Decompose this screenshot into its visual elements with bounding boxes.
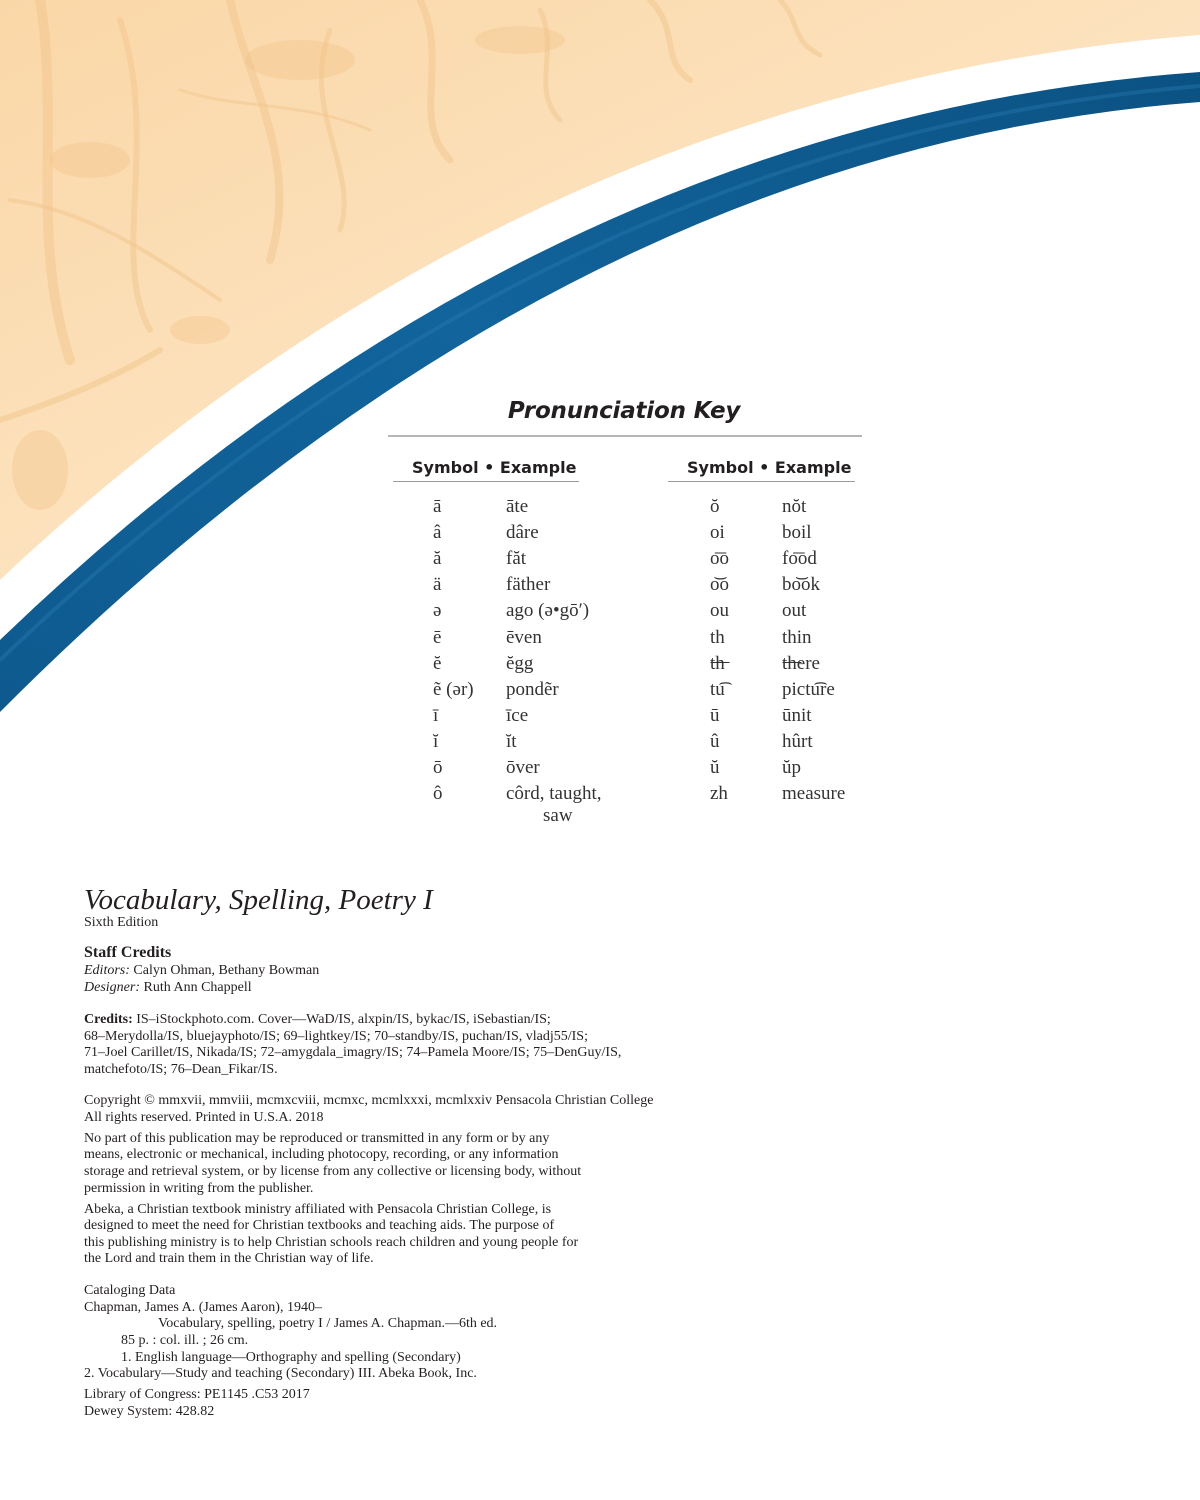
- notice-line-4: permission in writing from the publisher.: [84, 1181, 314, 1196]
- cataloging-title: Vocabulary, spelling, poetry I / James A. Chapman.—6th ed.: [158, 1316, 498, 1331]
- left-column-header: Symbol • Example: [412, 458, 577, 477]
- key-symbol: â: [433, 522, 442, 544]
- designer-name: Ruth Ann Chappell: [143, 980, 252, 995]
- notice-line-1: No part of this publication may be reproduced or transmitted in any form or by any: [84, 1131, 550, 1146]
- key-symbol: t̶h̶: [710, 652, 725, 674]
- library-of-congress: Library of Congress: PE1145 .C53 2017: [84, 1387, 310, 1402]
- designer-line: [84, 980, 252, 997]
- key-example: fo͞od: [782, 548, 817, 570]
- cataloging-physical: 85 p. : col. ill. ; 26 cm.: [121, 1333, 249, 1348]
- key-example: āte: [506, 496, 529, 517]
- about-line-4: the Lord and train them in the Christian way of life.: [84, 1251, 374, 1266]
- key-example: ĭt: [506, 730, 517, 752]
- key-symbol: ā: [433, 496, 442, 517]
- right-column-header: Symbol • Example: [687, 458, 852, 477]
- key-symbol: ū: [710, 704, 720, 726]
- key-symbol: ō: [433, 757, 443, 778]
- key-example: ŭp: [782, 757, 801, 778]
- editors-line: [84, 963, 319, 980]
- editors-names: Calyn Ohman, Bethany Bowman: [133, 963, 320, 978]
- photo-credits-line-1: [84, 1012, 551, 1029]
- key-symbol: zh: [710, 783, 728, 805]
- key-symbol: ă: [433, 548, 442, 570]
- photo-credits-text-1: IS–iStockphoto.com. Cover—WaD/IS, alxpin/IS, bykac/IS, iSebastian/IS;: [136, 1012, 551, 1027]
- dewey-system: Dewey System: 428.82: [84, 1404, 215, 1419]
- editors-label: Editors:: [84, 963, 130, 978]
- key-example: t̶h̶ere: [782, 652, 820, 674]
- pronunciation-key-divider: [388, 435, 862, 437]
- key-symbol: th: [710, 626, 725, 648]
- key-example: hûrt: [782, 730, 813, 752]
- notice-line-3: storage and retrieval system, or by license from any collective or licensing body, without: [84, 1164, 582, 1179]
- key-example: côrd, taught,: [506, 783, 602, 805]
- left-header-rule: [393, 481, 579, 482]
- key-example: fäther: [506, 574, 551, 596]
- key-symbol: ŏ: [710, 496, 720, 517]
- key-example: ūnit: [782, 704, 812, 726]
- photo-credits-line-3: 71–Joel Carillet/IS, Nikada/IS; 72–amygdala_imagry/IS; 74–Pamela Moore/IS; 75–DenGuy/IS,: [84, 1045, 622, 1060]
- key-example: pondẽr: [506, 678, 559, 700]
- key-symbol: ĕ: [433, 652, 442, 674]
- key-symbol: oi: [710, 522, 725, 544]
- key-symbol: o͞o: [710, 548, 729, 570]
- key-symbol: ə: [433, 600, 442, 622]
- right-header-rule: [668, 481, 855, 482]
- key-example: dâre: [506, 522, 539, 544]
- key-example-continued: saw: [543, 805, 573, 827]
- key-symbol: ou: [710, 600, 729, 622]
- key-example: nŏt: [782, 496, 807, 517]
- copyright-line-2: All rights reserved. Printed in U.S.A. 2018: [84, 1110, 324, 1125]
- copyright-line-1: Copyright © mmxvii, mmviii, mcmxcviii, mcmxc, mcmlxxxi, mcmlxxiv Pensacola Christian College: [84, 1093, 654, 1108]
- key-symbol: ī: [433, 704, 439, 726]
- key-example: out: [782, 600, 807, 622]
- about-line-1: Abeka, a Christian textbook ministry affiliated with Pensacola Christian College, is: [84, 1202, 552, 1217]
- key-example: bo͝ok: [782, 574, 820, 596]
- key-example: boil: [782, 522, 812, 544]
- key-symbol: ẽ (ər): [433, 678, 474, 700]
- pronunciation-key-title: Pronunciation Key: [507, 398, 741, 424]
- photo-credits-line-4: matchefoto/IS; 76–Dean_Fikar/IS.: [84, 1062, 278, 1077]
- key-example: ago (ə•gō′): [506, 600, 590, 622]
- about-line-3: this publishing ministry is to help Christian schools reach children and young people for: [84, 1235, 579, 1250]
- key-example: īce: [506, 704, 529, 726]
- key-symbol: ô: [433, 783, 443, 805]
- cataloging-subject-2: 2. Vocabulary—Study and teaching (Secondary) III. Abeka Book, Inc.: [84, 1366, 477, 1381]
- key-symbol: ĭ: [433, 730, 439, 752]
- about-line-2: designed to meet the need for Christian textbooks and teaching aids. The purpose of: [84, 1218, 555, 1233]
- photo-credits-line-2: 68–Merydolla/IS, bluejayphoto/IS; 69–lightkey/IS; 70–standby/IS, puchan/IS, vladj55/IS;: [84, 1029, 588, 1044]
- staff-credits-heading: Staff Credits: [84, 944, 172, 961]
- key-symbol: tu͡: [710, 678, 725, 700]
- cataloging-author: Chapman, James A. (James Aaron), 1940–: [84, 1300, 322, 1315]
- cataloging-subject-1: 1. English language—Orthography and spelling (Secondary): [121, 1350, 461, 1365]
- book-title: Vocabulary, Spelling, Poetry I: [84, 884, 433, 916]
- key-example: thin: [782, 626, 812, 648]
- photo-credits-label: Credits:: [84, 1012, 133, 1027]
- key-example: ēven: [506, 626, 542, 648]
- key-example: ōver: [506, 757, 540, 778]
- key-symbol: ä: [433, 574, 442, 596]
- key-symbol: ŭ: [710, 757, 720, 778]
- key-example: measure: [782, 783, 846, 805]
- key-symbol: û: [710, 730, 720, 752]
- key-example: pictu͡re: [782, 678, 835, 700]
- notice-line-2: means, electronic or mechanical, including photocopy, recording, or any information: [84, 1147, 559, 1162]
- designer-label: Designer:: [84, 980, 140, 995]
- edition-label: Sixth Edition: [84, 915, 159, 930]
- key-example: ĕgg: [506, 652, 534, 674]
- key-example: făt: [506, 548, 527, 570]
- key-symbol: o͝o: [710, 574, 729, 596]
- key-symbol: ē: [433, 626, 442, 648]
- cataloging-heading: Cataloging Data: [84, 1283, 176, 1298]
